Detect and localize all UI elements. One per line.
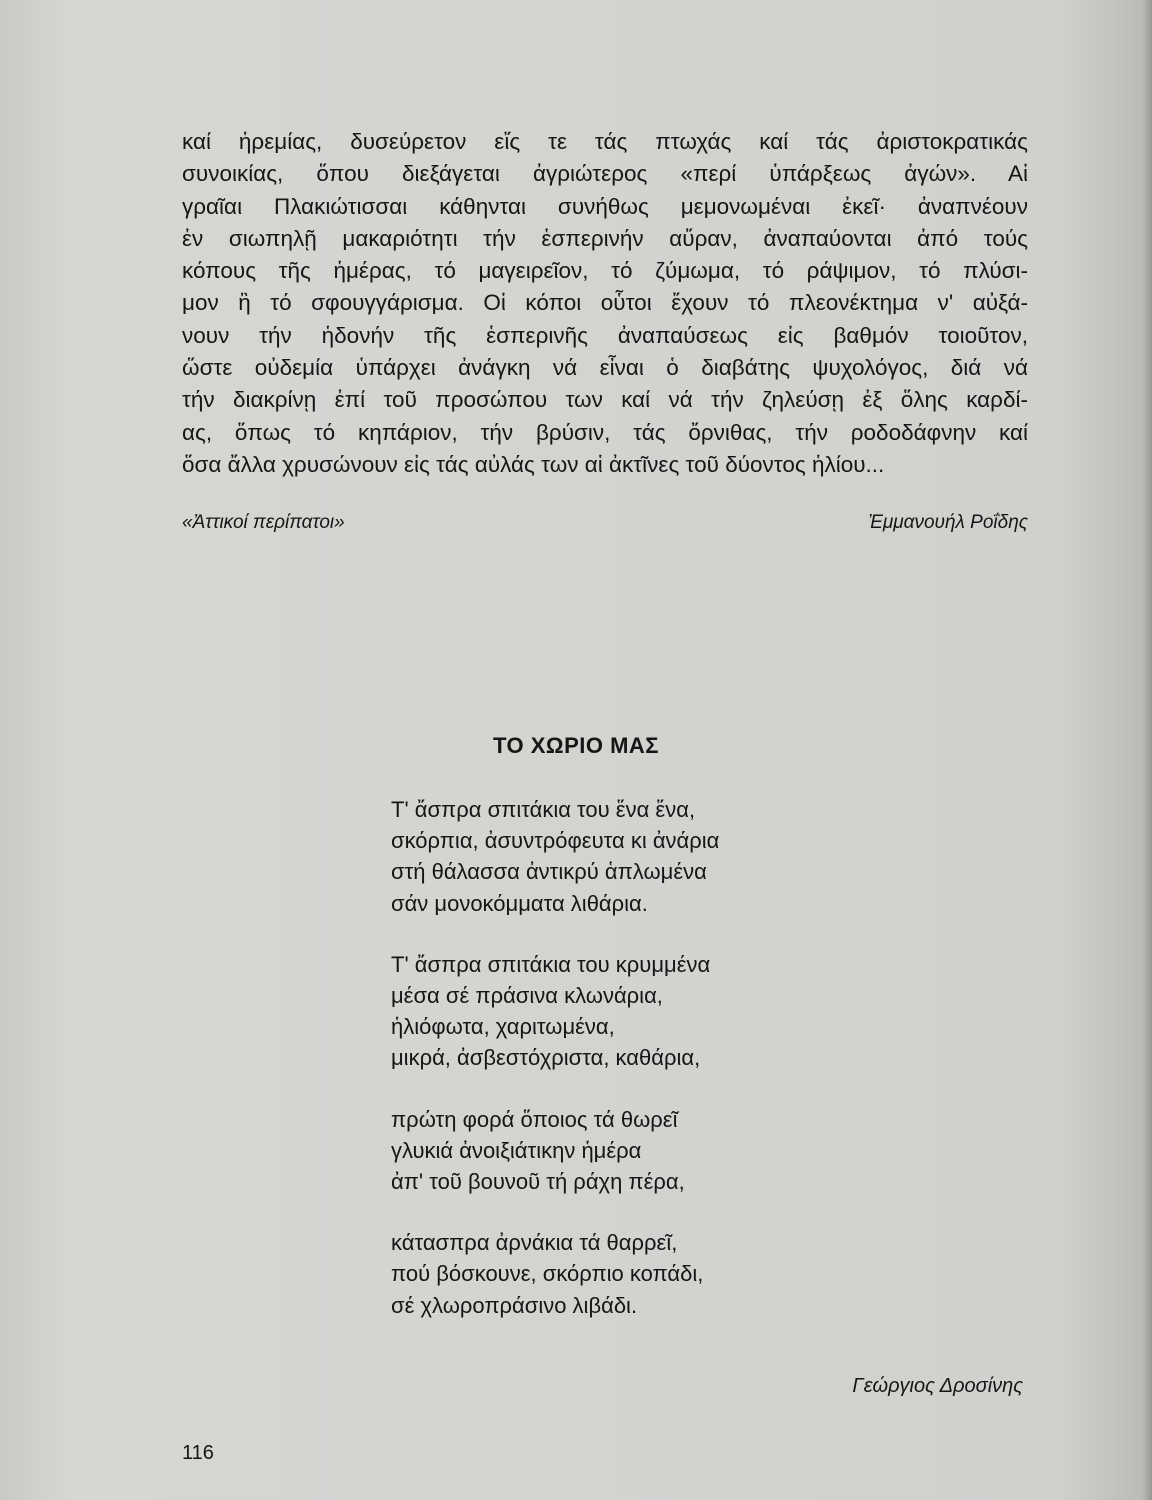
poem-stanza xyxy=(391,1104,991,1198)
poem-verse: σάν μονοκόμματα λιθάρια. xyxy=(391,890,648,916)
prose-line: συνοικίας, ὅπου διεξάγεται ἀγριώτερος «περί ὑπάρξεως ἀγών». Αἱ xyxy=(182,161,1028,187)
poem-verse: πού βόσκουνε, σκόρπιο κοπάδι, xyxy=(391,1261,704,1287)
prose-line: ὅσα ἄλλα χρυσώνουν εἰς τάς αὐλάς των αἱ ἀκτῖνες τοῦ δύοντος ἡλίου... xyxy=(182,451,885,477)
poem-verse: μέσα σέ πράσινα κλωνάρια, xyxy=(391,983,663,1009)
poem-stanza xyxy=(391,794,991,919)
poem-verse: μικρά, ἀσβεστόχριστα, καθάρια, xyxy=(391,1045,701,1071)
poem xyxy=(391,794,991,1351)
poem-stanza xyxy=(391,1227,991,1321)
prose-line: καί ἡρεμίας, δυσεύρετον εἴς τε τάς πτωχάς καί τάς ἀριστοκρατικάς xyxy=(182,129,1028,154)
prose-line: ας, ὅπως τό κηπάριον, τήν βρύσιν, τάς ὄρνιθας, τήν ροδοδάφνην καί xyxy=(182,419,1028,445)
page-number: 116 xyxy=(182,1442,214,1464)
poem-author: Γεώργιος Δροσίνης xyxy=(852,1375,1023,1397)
poem-verse: Τ' ἄσπρα σπιτάκια του ἕνα ἕνα, xyxy=(391,797,696,822)
prose-line: τήν διακρίνῃ ἐπί τοῦ προσώπου των καί νά τήν ζηλεύσῃ ἐξ ὅλης καρδί- xyxy=(182,387,1028,413)
source-author: Ἐμμανουήλ Ροΐδης xyxy=(868,512,1028,533)
prose-line: νουν τήν ἡδονήν τῆς ἑσπερινῆς ἀναπαύσεως εἰς βαθμόν τοιοῦτον, xyxy=(182,322,1028,348)
prose-attribution xyxy=(182,512,1028,540)
prose-passage xyxy=(182,126,1028,481)
poem-verse: ἡλιόφωτα, χαριτωμένα, xyxy=(391,1014,615,1040)
prose-line: μον ἢ τό σφουγγάρισμα. Οἱ κόποι οὗτοι ἔχουν τό πλεονέκτημα ν' αὐξά- xyxy=(182,290,1028,316)
poem-verse: γλυκιά ἀνοιξιάτικην ἡμέρα xyxy=(391,1137,642,1163)
prose-line: ἐν σιωπηλῇ μακαριότητι τήν ἑσπερινήν αὔραν, ἀναπαύονται ἀπό τούς xyxy=(182,225,1028,251)
poem-verse: κάτασπρα ἀρνάκια τά θαρρεῖ, xyxy=(391,1230,678,1256)
poem-stanza xyxy=(391,949,991,1074)
poem-verse: σέ χλωροπράσινο λιβάδι. xyxy=(391,1292,638,1318)
poem-verse: σκόρπια, ἀσυντρόφευτα κι ἀνάρια xyxy=(391,828,720,854)
poem-verse: ἀπ' τοῦ βουνοῦ τή ράχη πέρα, xyxy=(391,1169,685,1195)
poem-verse: πρώτη φορά ὅποιος τά θωρεῖ xyxy=(391,1106,678,1132)
poem-verse: Τ' ἄσπρα σπιτάκια του κρυμμένα xyxy=(391,951,711,977)
prose-line: γραῖαι Πλακιώτισσαι κάθηνται συνήθως μεμονωμέναι ἐκεῖ· ἀναπνέουν xyxy=(182,193,1028,219)
source-work: «Ἀττικοί περίπατοι» xyxy=(182,512,345,533)
prose-line: ὥστε οὐδεμία ὑπάρχει ἀνάγκη νά εἶναι ὁ διαβάτης ψυχολόγος, διά νά xyxy=(182,355,1028,381)
poem-verse: στή θάλασσα ἀντικρύ ἁπλωμένα xyxy=(391,859,707,885)
poem-title: ΤΟ ΧΩΡΙΟ ΜΑΣ xyxy=(492,733,659,758)
prose-line: κόπους τῆς ἡμέρας, τό μαγειρεῖον, τό ζύμωμα, τό ράψιμον, τό πλύσι- xyxy=(182,258,1028,284)
